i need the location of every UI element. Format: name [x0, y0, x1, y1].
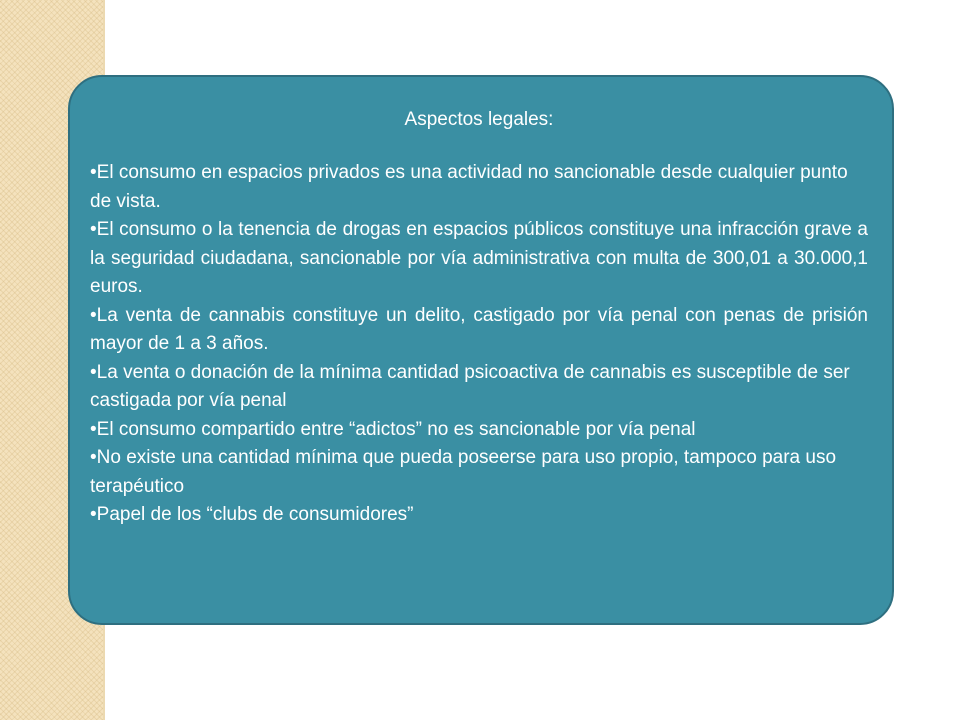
bullet-text: La venta o donación de la mínima cantidad psicoactiva de cannabis es susceptible de ser castigada por vía penal — [90, 361, 850, 411]
bullet-text: No existe una cantidad mínima que pueda poseerse para uso propio, tampoco para uso terapéutico — [90, 447, 837, 497]
bullet-icon: • — [90, 304, 97, 326]
bullet-text: El consumo o la tenencia de drogas en espacios públicos constituye una infracción grave a la seguridad ciudadana, sancionable por vía administrativa con multa de 300,01 a 30.000,1 euros. — [90, 219, 868, 297]
bullet-item — [90, 416, 868, 445]
content-box — [68, 75, 894, 625]
bullet-item — [90, 302, 868, 359]
bullet-icon: • — [90, 219, 97, 240]
bullet-item — [90, 444, 868, 501]
bullet-text: Papel de los “clubs de consumidores” — [96, 504, 414, 525]
bullet-item — [90, 501, 868, 530]
bullet-text: El consumo en espacios privados es una actividad no sancionable desde cualquier punto de vista. — [90, 162, 848, 212]
bullet-icon: • — [90, 504, 97, 525]
bullet-item — [90, 216, 868, 302]
bullet-icon: • — [90, 447, 97, 468]
bullet-icon: • — [90, 361, 97, 383]
bullet-text: El consumo compartido entre “adictos” no es sancionable por vía penal — [96, 418, 696, 440]
bullet-text: La venta de cannabis constituye un delito, castigado por vía penal con penas de prisión mayor de 1 a 3 años. — [90, 304, 868, 354]
bullet-item — [90, 359, 868, 416]
bullet-list — [90, 159, 868, 530]
bullet-item — [90, 159, 868, 216]
bullet-icon: • — [90, 162, 97, 183]
slide-title: Aspectos legales: — [404, 109, 554, 130]
bullet-icon: • — [90, 418, 97, 440]
